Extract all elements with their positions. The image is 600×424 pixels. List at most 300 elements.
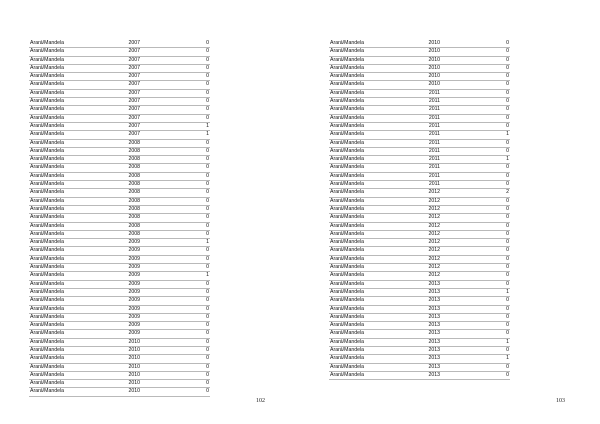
location-cell: Arará/Mandela	[29, 247, 111, 255]
page-number-left: 102	[256, 398, 265, 404]
year-cell: 2009	[111, 297, 141, 305]
location-cell: Arará/Mandela	[29, 89, 111, 97]
location-cell: Arará/Mandela	[29, 73, 111, 81]
table-row	[29, 131, 210, 139]
table-row	[29, 205, 210, 213]
left-page-table	[29, 40, 210, 397]
location-cell: Arará/Mandela	[29, 338, 111, 346]
location-cell: Arará/Mandela	[29, 230, 111, 238]
year-cell: 2008	[111, 181, 141, 189]
table-row	[29, 73, 210, 81]
year-cell: 2013	[411, 346, 441, 354]
year-cell: 2010	[411, 48, 441, 56]
location-cell: Arará/Mandela	[29, 322, 111, 330]
table-row	[29, 239, 210, 247]
location-cell: Arará/Mandela	[329, 73, 411, 81]
year-cell: 2009	[111, 305, 141, 313]
location-cell: Arará/Mandela	[29, 272, 111, 280]
count-cell: 0	[141, 214, 210, 222]
count-cell: 1	[141, 272, 210, 280]
count-cell: 0	[141, 313, 210, 321]
table-row	[329, 56, 510, 64]
count-cell: 0	[441, 272, 510, 280]
location-cell: Arará/Mandela	[329, 255, 411, 263]
year-cell: 2012	[411, 214, 441, 222]
location-cell: Arará/Mandela	[329, 147, 411, 155]
year-cell: 2009	[111, 272, 141, 280]
count-cell: 0	[141, 280, 210, 288]
year-cell: 2013	[411, 338, 441, 346]
table-row	[329, 363, 510, 371]
count-cell: 0	[441, 305, 510, 313]
table-row	[29, 222, 210, 230]
year-cell: 2012	[411, 272, 441, 280]
count-cell: 0	[141, 56, 210, 64]
year-cell: 2013	[411, 371, 441, 379]
year-cell: 2013	[411, 363, 441, 371]
location-cell: Arará/Mandela	[329, 131, 411, 139]
table-row	[29, 380, 210, 388]
table-row	[329, 89, 510, 97]
year-cell: 2007	[111, 89, 141, 97]
location-cell: Arará/Mandela	[329, 222, 411, 230]
year-cell: 2012	[411, 197, 441, 205]
count-cell: 0	[441, 98, 510, 106]
table-row	[29, 106, 210, 114]
table-row	[29, 214, 210, 222]
count-cell: 0	[441, 73, 510, 81]
count-cell: 0	[141, 230, 210, 238]
count-cell: 0	[141, 156, 210, 164]
year-cell: 2008	[111, 205, 141, 213]
table-row	[329, 297, 510, 305]
count-cell: 0	[441, 363, 510, 371]
count-cell: 0	[141, 181, 210, 189]
count-cell: 2	[441, 189, 510, 197]
count-cell: 0	[441, 214, 510, 222]
location-cell: Arará/Mandela	[329, 338, 411, 346]
location-cell: Arará/Mandela	[329, 297, 411, 305]
count-cell: 0	[441, 247, 510, 255]
location-cell: Arará/Mandela	[329, 272, 411, 280]
count-cell: 0	[141, 147, 210, 155]
location-cell: Arará/Mandela	[29, 156, 111, 164]
year-cell: 2010	[111, 338, 141, 346]
location-cell: Arará/Mandela	[29, 131, 111, 139]
count-cell: 0	[141, 355, 210, 363]
year-cell: 2007	[111, 106, 141, 114]
year-cell: 2007	[111, 114, 141, 122]
location-cell: Arará/Mandela	[329, 106, 411, 114]
year-cell: 2009	[111, 280, 141, 288]
table-row	[29, 288, 210, 296]
table-row	[29, 156, 210, 164]
location-cell: Arará/Mandela	[329, 239, 411, 247]
count-cell: 0	[141, 106, 210, 114]
count-cell: 0	[141, 81, 210, 89]
year-cell: 2009	[111, 322, 141, 330]
right-page-table	[329, 40, 510, 380]
location-cell: Arará/Mandela	[329, 214, 411, 222]
location-cell: Arará/Mandela	[29, 197, 111, 205]
location-cell: Arará/Mandela	[29, 164, 111, 172]
count-cell: 0	[441, 40, 510, 48]
count-cell: 0	[441, 330, 510, 338]
table-row	[29, 89, 210, 97]
table-row	[329, 230, 510, 238]
location-cell: Arará/Mandela	[29, 139, 111, 147]
count-cell: 0	[441, 371, 510, 379]
location-cell: Arará/Mandela	[29, 355, 111, 363]
location-cell: Arará/Mandela	[329, 156, 411, 164]
table-row	[29, 122, 210, 130]
table-row	[29, 81, 210, 89]
table-row	[329, 371, 510, 379]
location-cell: Arará/Mandela	[29, 297, 111, 305]
count-cell: 0	[141, 73, 210, 81]
location-cell: Arará/Mandela	[29, 264, 111, 272]
location-cell: Arará/Mandela	[329, 98, 411, 106]
table-row	[329, 64, 510, 72]
year-cell: 2008	[111, 139, 141, 147]
table-row	[329, 346, 510, 354]
count-cell: 0	[441, 313, 510, 321]
year-cell: 2012	[411, 205, 441, 213]
year-cell: 2008	[111, 147, 141, 155]
year-cell: 2011	[411, 131, 441, 139]
table-row	[29, 272, 210, 280]
table-row	[329, 214, 510, 222]
location-cell: Arará/Mandela	[29, 64, 111, 72]
table-row	[329, 255, 510, 263]
year-cell: 2011	[411, 98, 441, 106]
count-cell: 0	[141, 371, 210, 379]
location-cell: Arará/Mandela	[29, 330, 111, 338]
count-cell: 0	[141, 197, 210, 205]
count-cell: 0	[141, 305, 210, 313]
table-row	[29, 371, 210, 379]
table-row	[29, 139, 210, 147]
count-cell: 0	[141, 48, 210, 56]
count-cell: 0	[441, 264, 510, 272]
location-cell: Arará/Mandela	[29, 305, 111, 313]
table-row	[329, 181, 510, 189]
location-cell: Arará/Mandela	[329, 205, 411, 213]
table-row	[329, 239, 510, 247]
location-cell: Arará/Mandela	[329, 40, 411, 48]
location-cell: Arará/Mandela	[29, 363, 111, 371]
year-cell: 2011	[411, 122, 441, 130]
location-cell: Arará/Mandela	[329, 81, 411, 89]
table-row	[29, 164, 210, 172]
count-cell: 0	[441, 255, 510, 263]
count-cell: 0	[441, 114, 510, 122]
table-row	[329, 322, 510, 330]
count-cell: 1	[441, 131, 510, 139]
table-row	[329, 280, 510, 288]
count-cell: 0	[141, 98, 210, 106]
table-row	[29, 189, 210, 197]
table-row	[329, 197, 510, 205]
table-row	[329, 205, 510, 213]
count-cell: 0	[441, 172, 510, 180]
table-row	[29, 48, 210, 56]
year-cell: 2012	[411, 230, 441, 238]
year-cell: 2008	[111, 230, 141, 238]
count-cell: 0	[141, 346, 210, 354]
table-row	[29, 264, 210, 272]
year-cell: 2010	[411, 40, 441, 48]
year-cell: 2010	[111, 363, 141, 371]
table-row	[29, 338, 210, 346]
table-row	[329, 156, 510, 164]
year-cell: 2011	[411, 114, 441, 122]
count-cell: 1	[441, 338, 510, 346]
table-row	[29, 172, 210, 180]
year-cell: 2012	[411, 255, 441, 263]
year-cell: 2009	[111, 264, 141, 272]
year-cell: 2008	[111, 172, 141, 180]
year-cell: 2010	[111, 388, 141, 396]
table-row	[29, 64, 210, 72]
count-cell: 0	[441, 297, 510, 305]
count-cell: 0	[141, 247, 210, 255]
year-cell: 2007	[111, 64, 141, 72]
count-cell: 0	[141, 322, 210, 330]
year-cell: 2007	[111, 73, 141, 81]
location-cell: Arará/Mandela	[329, 313, 411, 321]
location-cell: Arará/Mandela	[329, 139, 411, 147]
location-cell: Arará/Mandela	[29, 255, 111, 263]
year-cell: 2011	[411, 156, 441, 164]
count-cell: 0	[141, 338, 210, 346]
location-cell: Arará/Mandela	[329, 371, 411, 379]
table-row	[329, 139, 510, 147]
location-cell: Arará/Mandela	[329, 346, 411, 354]
count-cell: 0	[141, 222, 210, 230]
year-cell: 2011	[411, 172, 441, 180]
count-cell: 0	[141, 64, 210, 72]
data-table	[329, 40, 510, 380]
location-cell: Arará/Mandela	[329, 330, 411, 338]
table-row	[329, 247, 510, 255]
location-cell: Arará/Mandela	[329, 305, 411, 313]
table-row	[329, 355, 510, 363]
count-cell: 0	[441, 64, 510, 72]
count-cell: 0	[141, 189, 210, 197]
location-cell: Arará/Mandela	[329, 322, 411, 330]
location-cell: Arará/Mandela	[329, 230, 411, 238]
location-cell: Arará/Mandela	[29, 380, 111, 388]
year-cell: 2011	[411, 181, 441, 189]
location-cell: Arará/Mandela	[29, 147, 111, 155]
year-cell: 2010	[411, 81, 441, 89]
count-cell: 1	[141, 122, 210, 130]
location-cell: Arará/Mandela	[329, 64, 411, 72]
table-row	[29, 98, 210, 106]
count-cell: 0	[441, 89, 510, 97]
table-row	[29, 147, 210, 155]
year-cell: 2007	[111, 48, 141, 56]
count-cell: 0	[141, 264, 210, 272]
table-row	[329, 73, 510, 81]
year-cell: 2012	[411, 222, 441, 230]
count-cell: 0	[441, 222, 510, 230]
year-cell: 2010	[111, 371, 141, 379]
location-cell: Arará/Mandela	[29, 214, 111, 222]
table-row	[329, 222, 510, 230]
year-cell: 2011	[411, 147, 441, 155]
year-cell: 2011	[411, 139, 441, 147]
year-cell: 2012	[411, 247, 441, 255]
count-cell: 0	[141, 139, 210, 147]
year-cell: 2013	[411, 322, 441, 330]
year-cell: 2008	[111, 189, 141, 197]
location-cell: Arará/Mandela	[29, 106, 111, 114]
year-cell: 2013	[411, 288, 441, 296]
location-cell: Arará/Mandela	[29, 288, 111, 296]
table-row	[329, 164, 510, 172]
year-cell: 2013	[411, 297, 441, 305]
count-cell: 0	[441, 147, 510, 155]
count-cell: 0	[141, 89, 210, 97]
count-cell: 0	[441, 106, 510, 114]
count-cell: 0	[441, 322, 510, 330]
table-row	[29, 230, 210, 238]
count-cell: 0	[141, 297, 210, 305]
location-cell: Arará/Mandela	[329, 122, 411, 130]
year-cell: 2007	[111, 98, 141, 106]
year-cell: 2007	[111, 81, 141, 89]
year-cell: 2008	[111, 222, 141, 230]
year-cell: 2008	[111, 164, 141, 172]
count-cell: 0	[441, 205, 510, 213]
year-cell: 2010	[111, 346, 141, 354]
count-cell: 0	[141, 288, 210, 296]
year-cell: 2011	[411, 106, 441, 114]
table-row	[329, 81, 510, 89]
count-cell: 0	[141, 205, 210, 213]
year-cell: 2007	[111, 122, 141, 130]
location-cell: Arará/Mandela	[329, 56, 411, 64]
count-cell: 0	[141, 114, 210, 122]
year-cell: 2009	[111, 330, 141, 338]
count-cell: 1	[441, 355, 510, 363]
table-row	[29, 388, 210, 396]
table-row	[329, 114, 510, 122]
year-cell: 2010	[411, 56, 441, 64]
year-cell: 2010	[111, 380, 141, 388]
table-row	[329, 313, 510, 321]
location-cell: Arará/Mandela	[29, 313, 111, 321]
location-cell: Arará/Mandela	[29, 239, 111, 247]
count-cell: 0	[441, 56, 510, 64]
location-cell: Arará/Mandela	[329, 181, 411, 189]
location-cell: Arará/Mandela	[329, 363, 411, 371]
year-cell: 2013	[411, 355, 441, 363]
year-cell: 2012	[411, 264, 441, 272]
location-cell: Arará/Mandela	[329, 197, 411, 205]
year-cell: 2010	[411, 73, 441, 81]
table-row	[329, 106, 510, 114]
table-row	[329, 338, 510, 346]
count-cell: 0	[441, 139, 510, 147]
location-cell: Arará/Mandela	[329, 264, 411, 272]
page-number-right: 103	[556, 398, 565, 404]
table-row	[29, 114, 210, 122]
table-row	[29, 322, 210, 330]
location-cell: Arará/Mandela	[29, 81, 111, 89]
table-row	[29, 297, 210, 305]
count-cell: 0	[441, 48, 510, 56]
location-cell: Arará/Mandela	[29, 371, 111, 379]
year-cell: 2009	[111, 239, 141, 247]
location-cell: Arará/Mandela	[329, 48, 411, 56]
year-cell: 2009	[111, 288, 141, 296]
table-row	[29, 181, 210, 189]
location-cell: Arará/Mandela	[329, 355, 411, 363]
year-cell: 2011	[411, 164, 441, 172]
table-row	[29, 197, 210, 205]
count-cell: 1	[441, 288, 510, 296]
table-row	[29, 346, 210, 354]
location-cell: Arará/Mandela	[329, 172, 411, 180]
count-cell: 0	[141, 363, 210, 371]
location-cell: Arará/Mandela	[29, 98, 111, 106]
table-row	[329, 189, 510, 197]
table-row	[29, 363, 210, 371]
year-cell: 2013	[411, 313, 441, 321]
year-cell: 2007	[111, 56, 141, 64]
year-cell: 2013	[411, 330, 441, 338]
location-cell: Arará/Mandela	[29, 56, 111, 64]
location-cell: Arará/Mandela	[29, 388, 111, 396]
table-row	[329, 172, 510, 180]
count-cell: 0	[441, 280, 510, 288]
table-row	[29, 56, 210, 64]
year-cell: 2007	[111, 40, 141, 48]
count-cell: 0	[141, 330, 210, 338]
count-cell: 0	[441, 81, 510, 89]
count-cell: 0	[141, 255, 210, 263]
count-cell: 1	[141, 239, 210, 247]
location-cell: Arará/Mandela	[29, 172, 111, 180]
year-cell: 2013	[411, 305, 441, 313]
count-cell: 0	[441, 122, 510, 130]
location-cell: Arará/Mandela	[29, 181, 111, 189]
table-row	[329, 40, 510, 48]
count-cell: 0	[441, 346, 510, 354]
count-cell: 0	[141, 164, 210, 172]
table-row	[329, 48, 510, 56]
table-row	[29, 330, 210, 338]
table-row	[329, 131, 510, 139]
table-row	[29, 40, 210, 48]
count-cell: 1	[141, 131, 210, 139]
location-cell: Arará/Mandela	[329, 288, 411, 296]
table-row	[29, 255, 210, 263]
year-cell: 2008	[111, 214, 141, 222]
table-row	[329, 147, 510, 155]
location-cell: Arará/Mandela	[29, 114, 111, 122]
year-cell: 2008	[111, 156, 141, 164]
location-cell: Arará/Mandela	[29, 346, 111, 354]
table-row	[329, 264, 510, 272]
year-cell: 2010	[111, 355, 141, 363]
year-cell: 2012	[411, 189, 441, 197]
table-row	[29, 280, 210, 288]
table-row	[29, 313, 210, 321]
